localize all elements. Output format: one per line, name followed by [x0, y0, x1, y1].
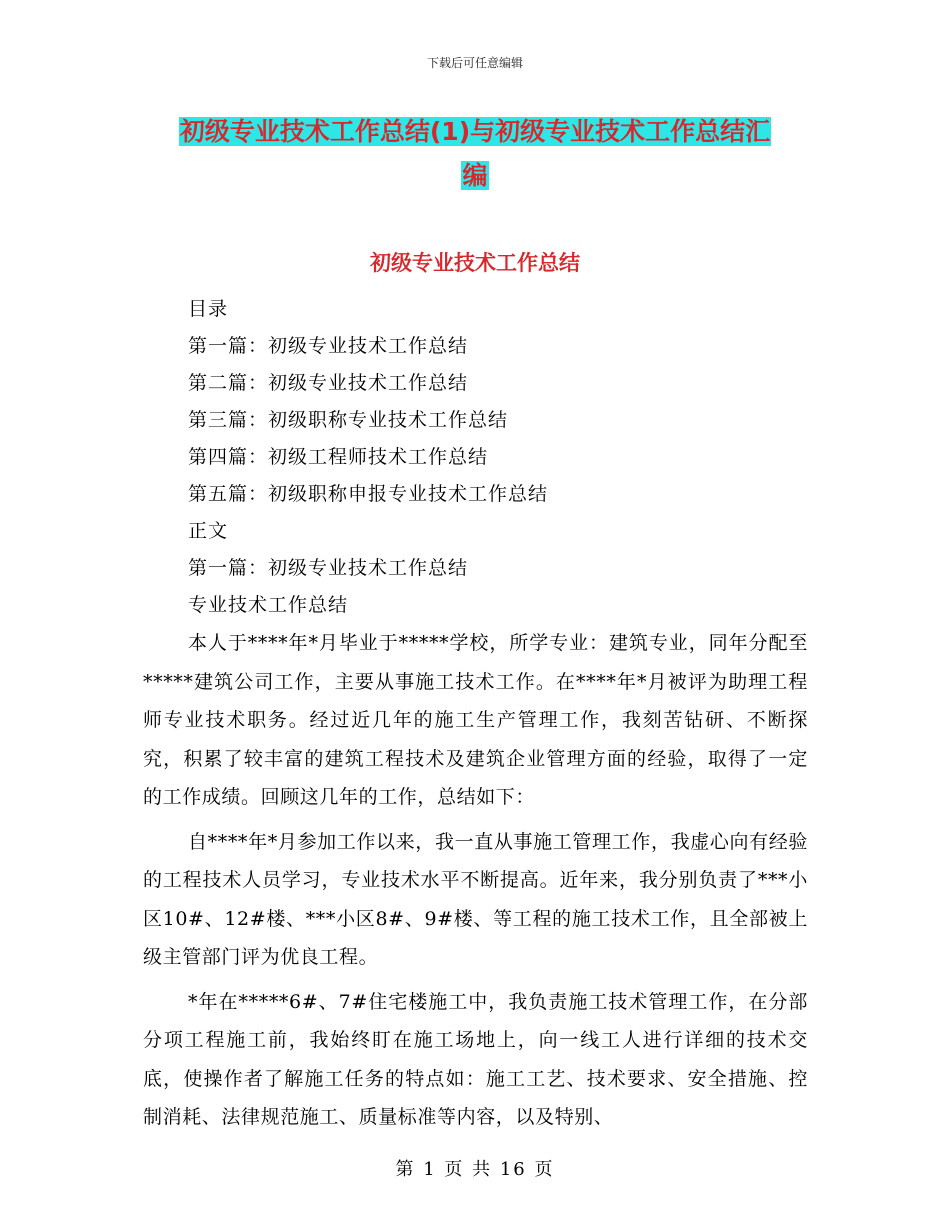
page-footer: 第 1 页 共 16 页	[395, 1159, 555, 1180]
header-note: 下载后可任意编辑	[426, 56, 523, 70]
sub-heading: 专业技术工作总结	[188, 594, 349, 616]
toc-item: 第三篇：初级职称专业技术工作总结	[188, 409, 509, 431]
body-paragraph: *年在*****6#、7#住宅楼施工中，我负责施工技术管理工作，在分部分项工程施工前，我始终盯在施工场地上，向一线工人进行详细的技术交底，使操作者了解施工任务的特点如：施工工艺、技术要求、安全措施、控制消耗、法律规范施工、质量标准等内容，以及特别、	[143, 990, 808, 1128]
body-paragraph: 本人于****年*月毕业于*****学校，所学专业：建筑专业，同年分配至*****建筑公司工作，主要从事施工技术工作。在****年*月被评为助理工程师专业技术职务。经过近几年的施工生产管理工作，我刻苦钻研、不断探究，积累了较丰富的建筑工程技术及建筑企业管理方面的经验，取得了一定的工作成绩。回顾这几年的工作，总结如下：	[143, 632, 808, 808]
toc-item: 第二篇：初级专业技术工作总结	[188, 372, 469, 394]
toc-item: 第四篇：初级工程师技术工作总结	[188, 446, 489, 468]
toc-item: 第五篇：初级职称申报专业技术工作总结	[188, 483, 549, 505]
section-title: 初级专业技术工作总结	[370, 251, 580, 275]
chapter-heading: 第一篇：初级专业技术工作总结	[188, 557, 469, 579]
toc-heading: 目录	[188, 298, 229, 320]
document-body	[143, 291, 808, 1143]
document-title	[140, 110, 810, 198]
body-heading: 正文	[188, 520, 229, 542]
body-paragraph: 自****年*月参加工作以来，我一直从事施工管理工作，我虚心向有经验的工程技术人员学习，专业技术水平不断提高。近年来，我分别负责了***小区10#、12#楼、***小区8#、9#楼、等工程的施工技术工作，且全部被上级主管部门评为优良工程。	[143, 830, 808, 968]
title-line-2: 编	[462, 161, 488, 190]
toc-item: 第一篇：初级专业技术工作总结	[188, 335, 469, 357]
title-line-1: 初级专业技术工作总结(1)与初级专业技术工作总结汇	[179, 117, 771, 146]
